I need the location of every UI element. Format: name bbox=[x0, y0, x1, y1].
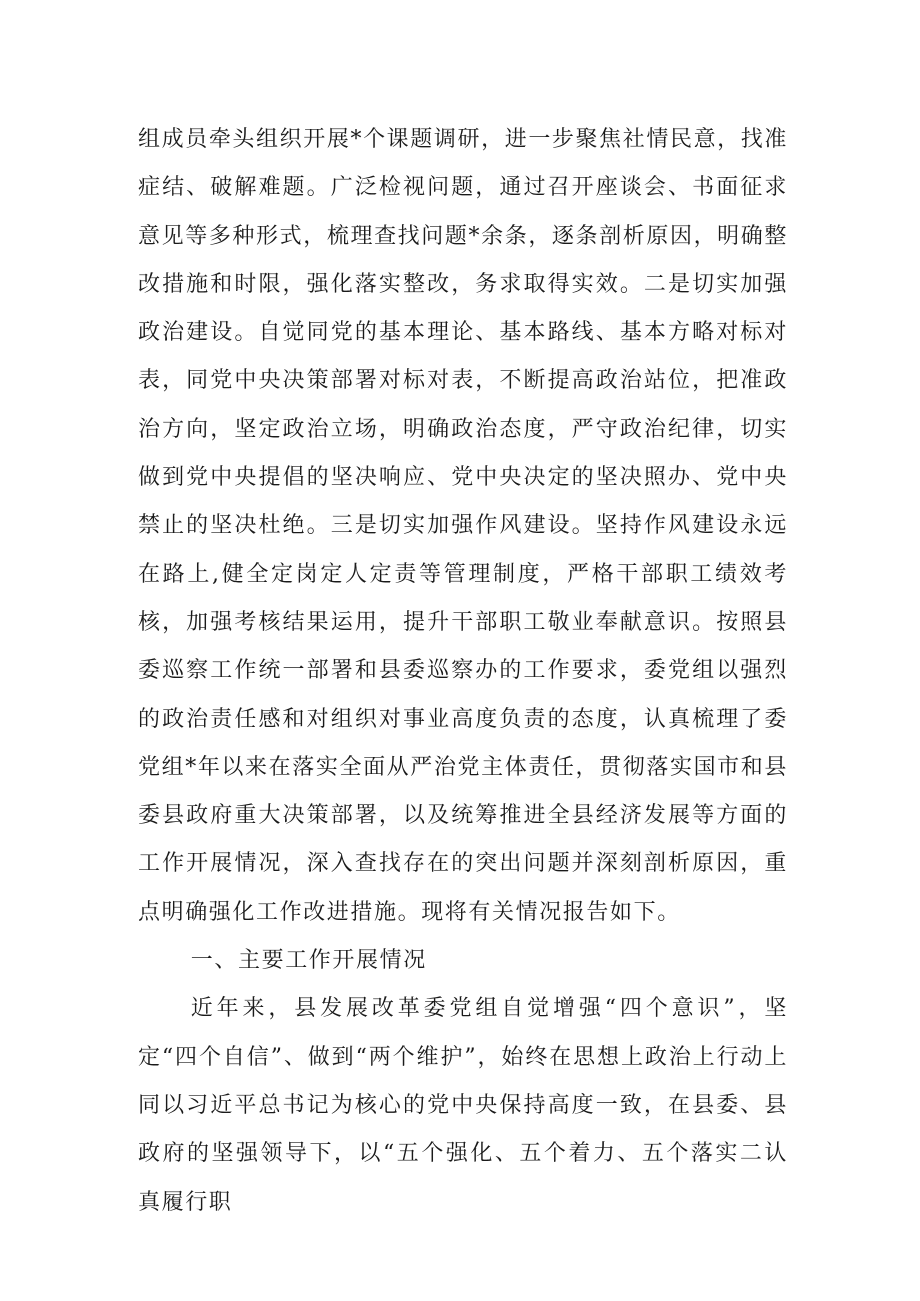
document-body bbox=[138, 116, 788, 1227]
section-heading: 一、主要工作开展情况 bbox=[190, 948, 427, 974]
paragraph-1: 组成员牵头组织开展*个课题调研，进一步聚焦社情民意，找准症结、破解难题。广泛检视问题，通过召开座谈会、书面征求意见等多种形式，梳理查找问题*余条，逐条剖析原因，明确整改措施和时限，强化落实整改，务求取得实效。二是切实加强政治建设。自觉同党的基本理论、基本路线、基本方略对标对表，同党中央决策部署对标对表，不断提高政治站位，把准政治方向，坚定政治立场，明确政治态度，严守政治纪律，切实做到党中央提倡的坚决响应、党中央决定的坚决照办、党中央禁止的坚决杜绝。三是切实加强作风建设。坚持作风建设永远在路上,健全定岗定人定责等管理制度，严格干部职工绩效考核，加强考核结果运用，提升干部职工敬业奉献意识。按照县委巡察工作统一部署和县委巡察办的工作要求，委党组以强烈的政治责任感和对组织对事业高度负责的态度，认真梳理了委党组*年以来在落实全面从严治党主体责任，贯彻落实国市和县委县政府重大决策部署，以及统筹推进全县经济发展等方面的工作开展情况，深入查找存在的突出问题并深刻剖析原因，重点明确强化工作改进措施。现将有关情况报告如下。 bbox=[138, 127, 788, 925]
paragraph-2: 近年来，县发展改革委党组自觉增强“四个意识”，坚定“四个自信”、做到“两个维护”，始终在思想上政治上行动上同以习近平总书记为核心的党中央保持高度一致，在县委、县政府的坚强领导下，以“五个强化、五个着力、五个落实二认真履行职 bbox=[138, 996, 788, 1215]
